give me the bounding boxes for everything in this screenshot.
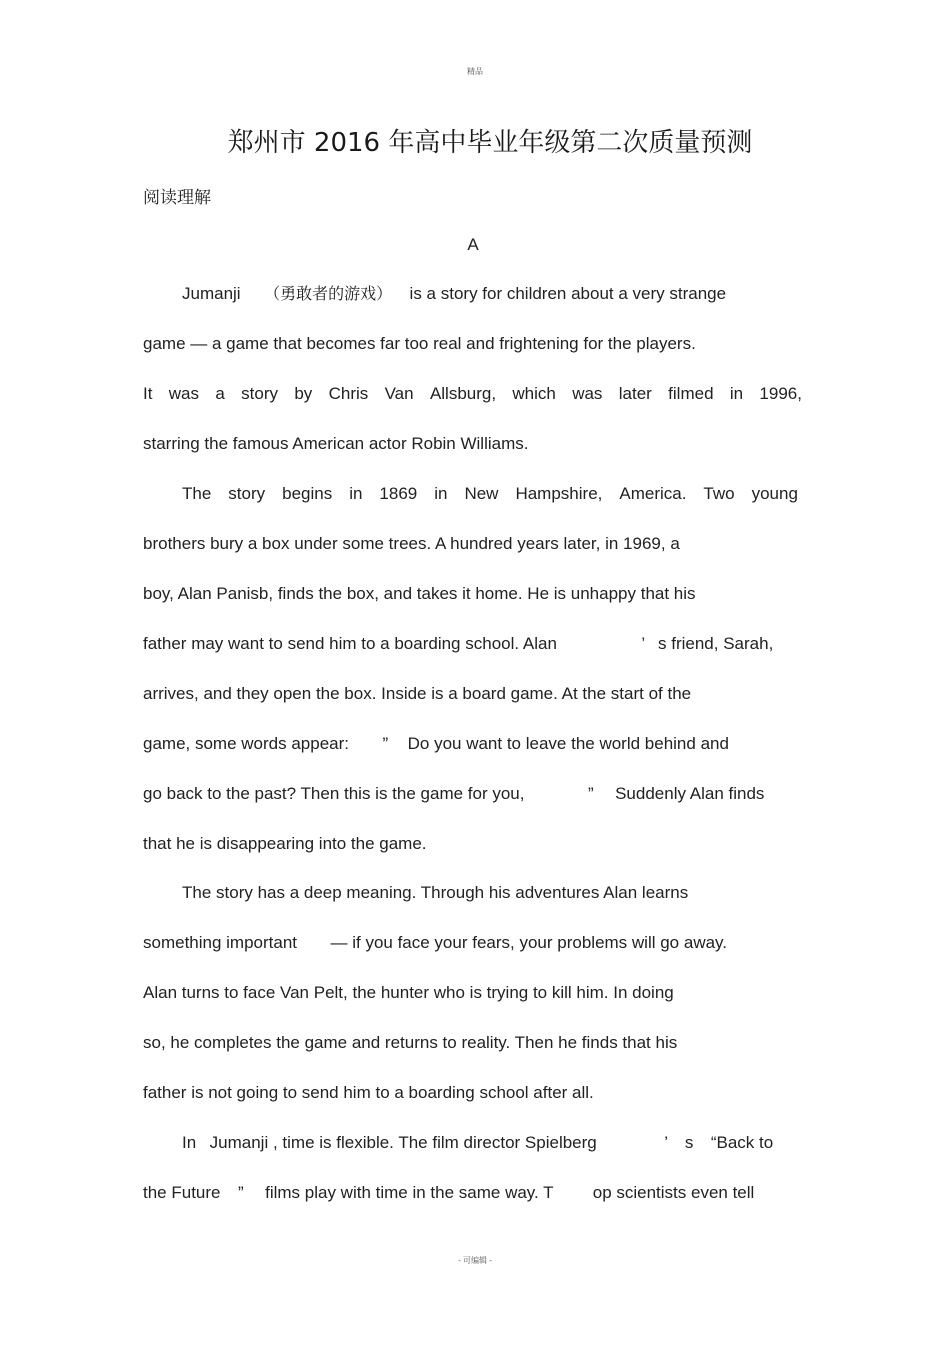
passage-line xyxy=(182,284,726,304)
passage-line: that he is disappearing into the game. xyxy=(143,834,427,853)
passage-line: boy, Alan Panisb, finds the box, and takes it home. He is unhappy that his xyxy=(143,584,696,603)
passage-line: game — a game that becomes far too real and frightening for the players. xyxy=(143,334,696,353)
passage-text: s friend, Sarah, xyxy=(658,634,774,653)
passage-line xyxy=(143,734,729,754)
passage-line: starring the famous American actor Robin Williams. xyxy=(143,434,529,453)
title-word: the Future xyxy=(143,1183,221,1202)
passage-word: Van xyxy=(384,384,414,403)
passage-line-justified xyxy=(143,384,802,404)
apostrophe: ’ xyxy=(641,634,645,653)
passage-word: Hampshire, xyxy=(515,484,603,503)
passage-line: father is not going to send him to a boarding school after all. xyxy=(143,1083,594,1102)
passage-text: , time is flexible. The film director Spielberg xyxy=(272,1133,597,1152)
passage-word: New xyxy=(464,484,499,503)
passage-line xyxy=(143,784,764,804)
footer-mark: - 可编辑 - xyxy=(458,1256,492,1265)
quote-mark: ” xyxy=(587,784,594,803)
passage-text: films play with time in the same way. T xyxy=(265,1183,554,1202)
passage-word: Two xyxy=(703,484,735,503)
passage-text: father may want to send him to a boarding school. Alan xyxy=(143,634,557,653)
passage-word: 1996, xyxy=(759,384,802,403)
passage-word: story xyxy=(241,384,278,403)
passage-word: Chris xyxy=(328,384,369,403)
header-mark: 精品 xyxy=(467,67,483,76)
passage-word: in xyxy=(434,484,448,503)
page-title: 郑州市 2016 年高中毕业年级第二次质量预测 xyxy=(227,128,753,158)
passage-word: The xyxy=(182,484,212,503)
passage-text: something important xyxy=(143,933,298,952)
passage-line xyxy=(182,1133,773,1153)
passage-line: Alan turns to face Van Pelt, the hunter who is trying to kill him. In doing xyxy=(143,983,674,1002)
passage-word: Allsburg, xyxy=(429,384,497,403)
apostrophe: ’ xyxy=(664,1133,668,1152)
passage-text: Suddenly Alan finds xyxy=(615,784,765,803)
passage-word: young xyxy=(751,484,798,503)
passage-line-justified xyxy=(182,484,798,504)
section-label: 阅读理解 xyxy=(143,188,211,208)
quote-mark: ” xyxy=(382,734,389,753)
passage-word: in xyxy=(729,384,744,403)
passage-text: Do you want to leave the world behind and xyxy=(407,734,729,753)
passage-word: 1869 xyxy=(379,484,418,503)
passage-text: — if you face your fears, your problems will go away. xyxy=(330,933,728,952)
passage-line xyxy=(143,933,727,953)
quote-mark: ” xyxy=(237,1183,244,1202)
passage-word: America. xyxy=(619,484,687,503)
passage-word: a xyxy=(215,384,225,403)
passage-word: by xyxy=(294,384,313,403)
passage-text: is a story for children about a very strange xyxy=(409,284,727,303)
passage-text: go back to the past? Then this is the game for you, xyxy=(143,784,525,803)
title-word: Jumanji xyxy=(209,1133,269,1152)
passage-text: op scientists even tell xyxy=(592,1183,755,1202)
passage-word: begins xyxy=(282,484,333,503)
passage-word: was xyxy=(572,384,603,403)
passage-line: so, he completes the game and returns to reality. Then he finds that his xyxy=(143,1033,678,1052)
passage-line xyxy=(143,1183,754,1203)
passage-line: brothers bury a box under some trees. A hundred years later, in 1969, a xyxy=(143,534,680,553)
passage-text: s xyxy=(684,1133,694,1152)
passage-line xyxy=(143,634,773,654)
passage-word: in xyxy=(349,484,363,503)
passage-line: The story has a deep meaning. Through his adventures Alan learns xyxy=(182,883,689,902)
passage-word: It xyxy=(143,384,153,403)
title-word: Jumanji xyxy=(182,284,241,303)
passage-line: arrives, and they open the box. Inside is a board game. At the start of the xyxy=(143,684,692,703)
chinese-gloss: （勇敢者的游戏） xyxy=(264,284,393,303)
passage-word: which xyxy=(512,384,556,403)
passage-text: game, some words appear: xyxy=(143,734,349,753)
passage-word: filmed xyxy=(668,384,714,403)
part-label: A xyxy=(467,235,479,254)
passage-word: story xyxy=(228,484,266,503)
passage-text: In xyxy=(182,1133,197,1152)
passage-word: later xyxy=(618,384,652,403)
passage-word: was xyxy=(168,384,200,403)
passage-text: “Back to xyxy=(710,1133,774,1152)
